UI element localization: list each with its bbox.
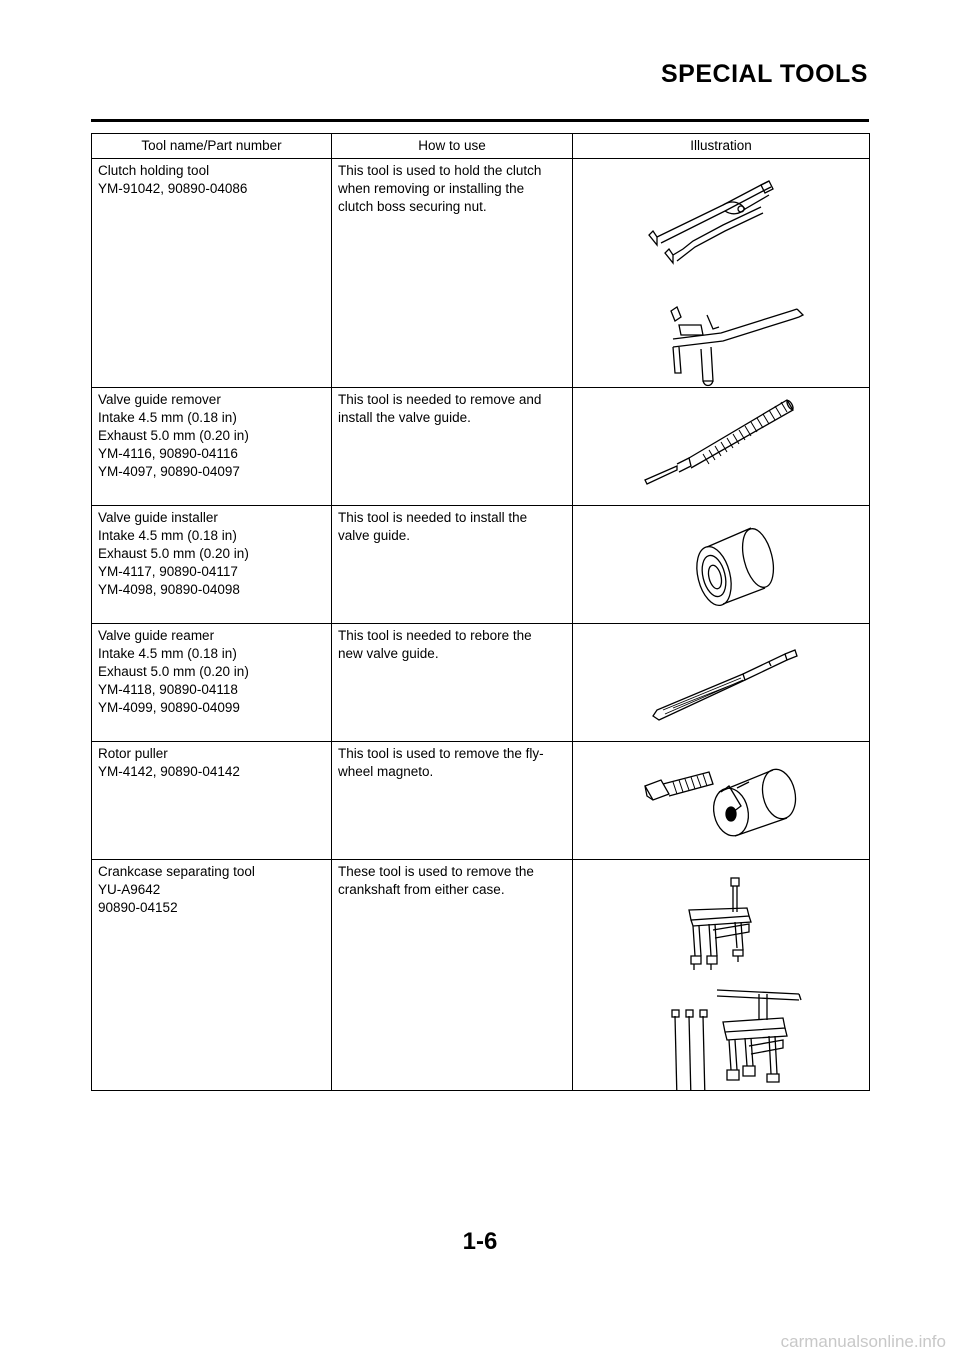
header-tool-name: Tool name/Part number <box>92 134 332 159</box>
tool-spec-line: Intake 4.5 mm (0.18 in) <box>98 528 237 543</box>
tool-name-cell <box>92 159 332 388</box>
tool-name-line: Valve guide remover <box>98 392 221 407</box>
table-row <box>92 506 870 624</box>
usage-line: This tool is needed to install the <box>338 510 528 525</box>
tool-name-line: Rotor puller <box>98 746 168 761</box>
tool-spec-line: Exhaust 5.0 mm (0.20 in) <box>98 428 249 443</box>
how-to-use-cell <box>332 624 573 742</box>
usage-line: install the valve guide. <box>338 410 471 425</box>
crankcase-separating-tool-icon <box>573 860 869 1090</box>
tool-part-number: YM-4142, 90890-04142 <box>98 764 240 779</box>
table-row <box>92 860 870 1091</box>
table-row <box>92 159 870 388</box>
usage-line: These tool is used to remove the <box>338 864 534 879</box>
clutch-holding-tool-icon <box>573 159 869 387</box>
tool-part-number: 90890-04152 <box>98 900 178 915</box>
how-to-use-cell <box>332 742 573 860</box>
tool-name-line: Crankcase separating tool <box>98 864 255 879</box>
table-row <box>92 742 870 860</box>
illustration-cell <box>573 624 870 742</box>
page-number: 1-6 <box>462 1228 498 1255</box>
how-to-use-cell <box>332 388 573 506</box>
usage-line: wheel magneto. <box>338 764 434 779</box>
tool-name-cell <box>92 388 332 506</box>
illustration-cell <box>573 742 870 860</box>
illustration-cell <box>573 388 870 506</box>
tool-part-number: YM-4097, 90890-04097 <box>98 464 240 479</box>
table-header-row <box>92 134 870 159</box>
usage-line: valve guide. <box>338 528 411 543</box>
valve-guide-reamer-icon <box>573 624 869 741</box>
tool-name-cell <box>92 860 332 1091</box>
usage-line: when removing or installing the <box>338 181 525 196</box>
tool-name-line: Valve guide reamer <box>98 628 215 643</box>
tool-part-number: YM-4118, 90890-04118 <box>98 682 238 697</box>
tool-name-line: Valve guide installer <box>98 510 218 525</box>
tool-name-cell <box>92 624 332 742</box>
tool-name-cell <box>92 506 332 624</box>
tool-spec-line: Exhaust 5.0 mm (0.20 in) <box>98 546 249 561</box>
usage-line: crankshaft from either case. <box>338 882 505 897</box>
illustration-cell <box>573 159 870 388</box>
usage-line: This tool is used to hold the clutch <box>338 163 542 178</box>
rotor-puller-icon <box>573 742 869 859</box>
illustration-cell <box>573 860 870 1091</box>
usage-line: This tool is used to remove the fly- <box>338 746 544 761</box>
page-title: SPECIAL TOOLS <box>660 60 868 88</box>
header-illustration: Illustration <box>573 134 870 159</box>
tool-part-number: YU-A9642 <box>98 882 161 897</box>
tool-part-number: YM-4116, 90890-04116 <box>98 446 238 461</box>
how-to-use-cell <box>332 860 573 1091</box>
watermark: carmanualsonline.info <box>780 1332 946 1351</box>
illustration-cell <box>573 506 870 624</box>
how-to-use-cell <box>332 506 573 624</box>
tool-part-number: YM-4117, 90890-04117 <box>98 564 238 579</box>
table-row <box>92 388 870 506</box>
header-how-to-use: How to use <box>332 134 573 159</box>
usage-line: clutch boss securing nut. <box>338 199 487 214</box>
how-to-use-cell <box>332 159 573 388</box>
valve-guide-installer-icon <box>573 506 869 623</box>
tool-part-number: YM-4098, 90890-04098 <box>98 582 240 597</box>
tool-name-cell <box>92 742 332 860</box>
tool-part-number: YM-4099, 90890-04099 <box>98 700 240 715</box>
tool-spec-line: Exhaust 5.0 mm (0.20 in) <box>98 664 249 679</box>
title-rule <box>91 119 869 122</box>
usage-line: This tool is needed to rebore the <box>338 628 532 643</box>
tool-spec-line: Intake 4.5 mm (0.18 in) <box>98 410 237 425</box>
special-tools-table <box>91 133 870 1091</box>
tool-part-number: YM-91042, 90890-04086 <box>98 181 248 196</box>
tool-spec-line: Intake 4.5 mm (0.18 in) <box>98 646 237 661</box>
table-row <box>92 624 870 742</box>
usage-line: This tool is needed to remove and <box>338 392 542 407</box>
valve-guide-remover-icon <box>573 388 869 505</box>
tool-name-line: Clutch holding tool <box>98 163 210 178</box>
usage-line: new valve guide. <box>338 646 439 661</box>
